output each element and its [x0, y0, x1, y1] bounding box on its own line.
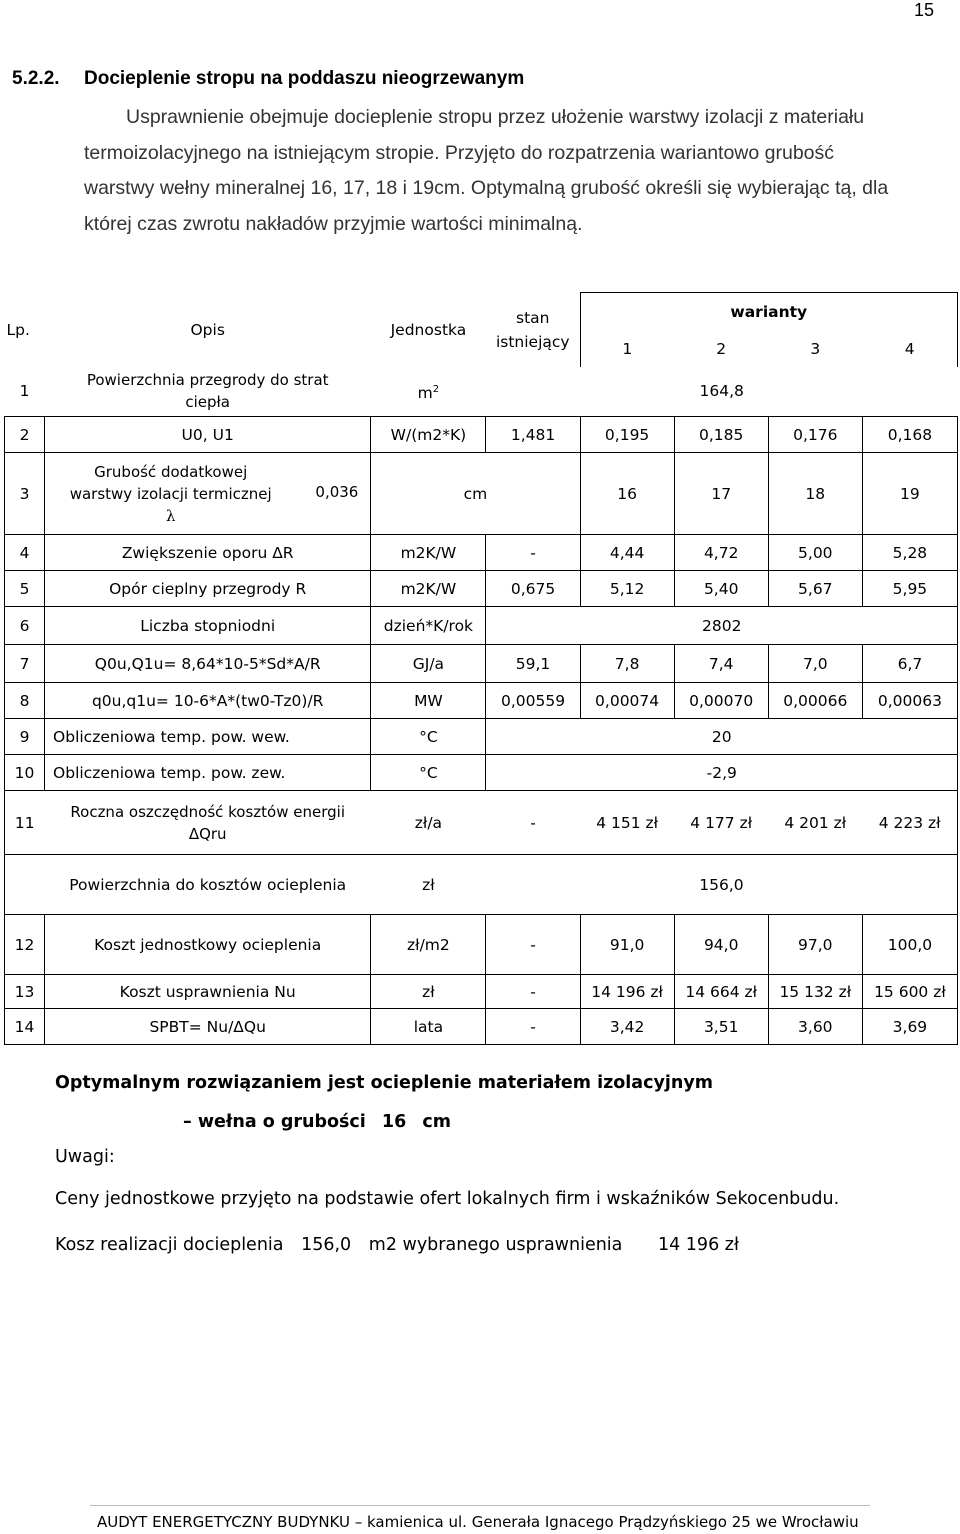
- row-variant-3: 15 132 zł: [768, 975, 862, 1009]
- header-warianty: warianty: [580, 293, 957, 331]
- row-unit: [371, 367, 486, 417]
- row-variant-3: 0,176: [768, 417, 862, 453]
- row-unit: zł: [371, 975, 486, 1009]
- optimal-material: [183, 1112, 451, 1132]
- results-table: [4, 292, 958, 1045]
- row-variant-4: 15 600 zł: [862, 975, 957, 1009]
- optimal-solution: Optymalnym rozwiązaniem jest ocieplenie materiałem izolacyjnym: [55, 1073, 713, 1093]
- row-stan: -: [486, 975, 580, 1009]
- table-row: [5, 791, 958, 855]
- row-variant-1: 3,42: [580, 1009, 674, 1045]
- header-row: [5, 293, 958, 331]
- row-opis: Zwiększenie oporu ΔR: [45, 535, 371, 571]
- row-unit: lata: [371, 1009, 486, 1045]
- row-unit: GJ/a: [371, 645, 486, 683]
- row-variant-2: 94,0: [674, 915, 768, 975]
- row-opis: U0, U1: [45, 417, 371, 453]
- row-unit: °C: [371, 755, 486, 791]
- row-lp: 1: [19, 382, 30, 401]
- row-variant-2: 0,00070: [674, 683, 768, 719]
- row-opis: Liczba stopniodni: [45, 607, 371, 645]
- row-variant-4: 3,69: [862, 1009, 957, 1045]
- table-row: [5, 855, 958, 915]
- material-text: wełna o grubości: [197, 1112, 366, 1132]
- row-variant-1: 16: [580, 453, 674, 535]
- notes-label: Uwagi:: [55, 1147, 115, 1167]
- row-variant-4: 100,0: [862, 915, 957, 975]
- row-lp: 3: [5, 453, 45, 535]
- row-variant-1: 0,195: [580, 417, 674, 453]
- row-variant-3: 3,60: [768, 1009, 862, 1045]
- page-number: 15: [913, 0, 934, 20]
- header-lp: Lp.: [6, 320, 30, 339]
- header-variant-4: 4: [862, 331, 957, 367]
- table-row: [5, 571, 958, 607]
- row-opis-line2: ciepła: [185, 393, 230, 412]
- section-heading: [12, 68, 524, 90]
- row-lp: 4: [5, 535, 45, 571]
- row-variant-2: 14 664 zł: [674, 975, 768, 1009]
- row-lp: 6: [5, 607, 45, 645]
- row-lp: [5, 855, 45, 915]
- cost-area: 156,0: [301, 1235, 352, 1255]
- row-value: -2,9: [486, 755, 958, 791]
- row-variant-1: 0,00074: [580, 683, 674, 719]
- row-variant-1: 4 151 zł: [596, 813, 659, 832]
- row-lp: 8: [5, 683, 45, 719]
- section-number: 5.2.2.: [12, 68, 60, 89]
- row-lp: 7: [5, 645, 45, 683]
- row-stan: -: [486, 915, 580, 975]
- row-opis-line2: ΔQru: [188, 824, 227, 843]
- material-dash: –: [183, 1112, 192, 1132]
- row-opis: Obliczeniowa temp. pow. zew.: [45, 755, 371, 791]
- row-unit: zł: [371, 855, 486, 915]
- row-variant-3: 0,00066: [768, 683, 862, 719]
- table-row: [5, 367, 958, 417]
- row-opis: Opór cieplny przegrody R: [45, 571, 371, 607]
- row-variant-2: 17: [674, 453, 768, 535]
- row-unit: dzień*K/rok: [371, 607, 486, 645]
- row-variant-3: 18: [768, 453, 862, 535]
- row-opis: Koszt jednostkowy ocieplenia: [45, 915, 371, 975]
- lambda-value: 0,036: [315, 483, 359, 501]
- row-lp: 13: [5, 975, 45, 1009]
- row-variant-4: 0,00063: [862, 683, 957, 719]
- row-unit: zł/a: [414, 813, 443, 832]
- row-variant-1: 91,0: [580, 915, 674, 975]
- row-lp: 11: [5, 791, 45, 855]
- cost-area-unit: m2 wybranego usprawnienia: [368, 1235, 623, 1255]
- row-stan: -: [486, 535, 580, 571]
- row-variant-1: 7,8: [580, 645, 674, 683]
- row-variant-3: 5,67: [768, 571, 862, 607]
- lambda-symbol: λ: [165, 506, 176, 525]
- row-lp: 10: [5, 755, 45, 791]
- row-variant-4: 5,28: [862, 535, 957, 571]
- footer-divider: [90, 1505, 870, 1506]
- table-row: [5, 607, 958, 645]
- table-row: [5, 1009, 958, 1045]
- row-opis: Q0u,Q1u= 8,64*10-5*Sd*A/R: [45, 645, 371, 683]
- row-lp: 2: [5, 417, 45, 453]
- row-variant-2: 5,40: [674, 571, 768, 607]
- row-stan: 0,00559: [486, 683, 580, 719]
- cost-note: [55, 1235, 739, 1255]
- material-thickness-unit: cm: [422, 1112, 451, 1132]
- row-lp: 12: [5, 915, 45, 975]
- row-variant-4: 4 223 zł: [862, 791, 957, 855]
- row-unit: m2K/W: [371, 571, 486, 607]
- paragraph-text: Usprawnienie obejmuje docieplenie stropu przez ułożenie warstwy izolacji z materiału termoizolacyjnego na istniejącym stropie. Przyjęto do rozpatrzenia wariantowo grubość warstwy wełny mineralnej 16, 17, 18 i 19cm. Optymalną grubość określi się wybierając tą, dla której czas zwrotu nakładów przyjmie wartości minimalną.: [84, 106, 889, 235]
- table-row: [5, 535, 958, 571]
- row-stan: -: [486, 1009, 580, 1045]
- row-unit: m2K/W: [371, 535, 486, 571]
- unit-sup: 2: [432, 383, 440, 395]
- row-unit: °C: [371, 719, 486, 755]
- row-variant-3: 7,0: [768, 645, 862, 683]
- row-opis: SPBT= Nu/ΔQu: [45, 1009, 371, 1045]
- row-value: 156,0: [486, 855, 958, 915]
- table-row: [5, 719, 958, 755]
- unit-text: m: [417, 383, 433, 402]
- table-row: [5, 915, 958, 975]
- row-variant-2: 3,51: [674, 1009, 768, 1045]
- row-variant-1: 5,12: [580, 571, 674, 607]
- header-stan-line2: istniejący: [495, 332, 570, 351]
- prices-note: Ceny jednostkowe przyjęto na podstawie ofert lokalnych firm i wskaźników Sekocenbudu.: [55, 1189, 840, 1209]
- row-variant-3: 97,0: [768, 915, 862, 975]
- row-opis: q0u,q1u= 10-6*A*(tw0-Tz0)/R: [45, 683, 371, 719]
- row-opis: [45, 367, 371, 417]
- cost-value: 14 196 zł: [657, 1235, 739, 1255]
- row-opis-line2: warstwy izolacji termicznej: [69, 484, 272, 503]
- row-unit: cm: [371, 453, 580, 535]
- header-variant-3: 3: [810, 339, 821, 358]
- row-variant-3: 5,00: [768, 535, 862, 571]
- header-stan-line1: stan: [516, 308, 550, 327]
- row-value: 2802: [486, 607, 958, 645]
- header-variant-2: 2: [716, 339, 727, 358]
- section-title: Docieplenie stropu na poddaszu nieogrzewanym: [84, 68, 525, 89]
- row-unit: zł/m2: [371, 915, 486, 975]
- row-unit: MW: [371, 683, 486, 719]
- row-variant-1: 14 196 zł: [580, 975, 674, 1009]
- row-lp: 14: [5, 1009, 45, 1045]
- row-variant-4: 19: [862, 453, 957, 535]
- row-variant-2: 0,185: [674, 417, 768, 453]
- row-variant-4: 6,7: [862, 645, 957, 683]
- table-row: [5, 755, 958, 791]
- row-opis-line1: Grubość dodatkowej: [94, 462, 248, 481]
- cost-label: Kosz realizacji docieplenia: [55, 1235, 284, 1255]
- row-variant-2: 7,4: [674, 645, 768, 683]
- row-lp: 9: [5, 719, 45, 755]
- row-stan: 1,481: [486, 417, 580, 453]
- header-stan: [486, 293, 580, 367]
- row-variant-2: 4 177 zł: [690, 813, 753, 832]
- table-row: [5, 645, 958, 683]
- header-jednostka: Jednostka: [390, 320, 467, 339]
- row-opis-line1: Powierzchnia przegrody do strat: [86, 371, 329, 390]
- row-opis: Obliczeniowa temp. pow. wew.: [45, 719, 371, 755]
- table-row: [5, 975, 958, 1009]
- row-stan: 59,1: [486, 645, 580, 683]
- row-opis: [45, 453, 371, 535]
- section-paragraph: [84, 100, 904, 242]
- row-unit: W/(m2*K): [371, 417, 486, 453]
- row-variant-2: 4,72: [674, 535, 768, 571]
- row-opis-line1: Roczna oszczędność kosztów energii: [70, 802, 345, 821]
- header-variant-1: 1: [580, 331, 674, 367]
- row-value: 164,8: [699, 382, 744, 401]
- row-opis: Powierzchnia do kosztów ocieplenia: [45, 855, 371, 915]
- material-thickness: 16: [381, 1112, 407, 1132]
- row-value: 20: [486, 719, 958, 755]
- header-opis: Opis: [190, 320, 225, 339]
- row-lp: 5: [5, 571, 45, 607]
- row-variant-3: 4 201 zł: [784, 813, 847, 832]
- row-stan: -: [530, 813, 536, 832]
- row-opis: Koszt usprawnienia Nu: [45, 975, 371, 1009]
- row-variant-4: 5,95: [862, 571, 957, 607]
- row-variant-1: 4,44: [580, 535, 674, 571]
- footer: AUDYT ENERGETYCZNY BUDYNKU – kamienica ul. Generała Ignacego Prądzyńskiego 25 we Wrocławiu: [97, 1513, 859, 1531]
- row-opis: [45, 791, 371, 855]
- table-row: [5, 417, 958, 453]
- table-row: [5, 453, 958, 535]
- row-variant-4: 0,168: [862, 417, 957, 453]
- row-stan: 0,675: [486, 571, 580, 607]
- table-row: [5, 683, 958, 719]
